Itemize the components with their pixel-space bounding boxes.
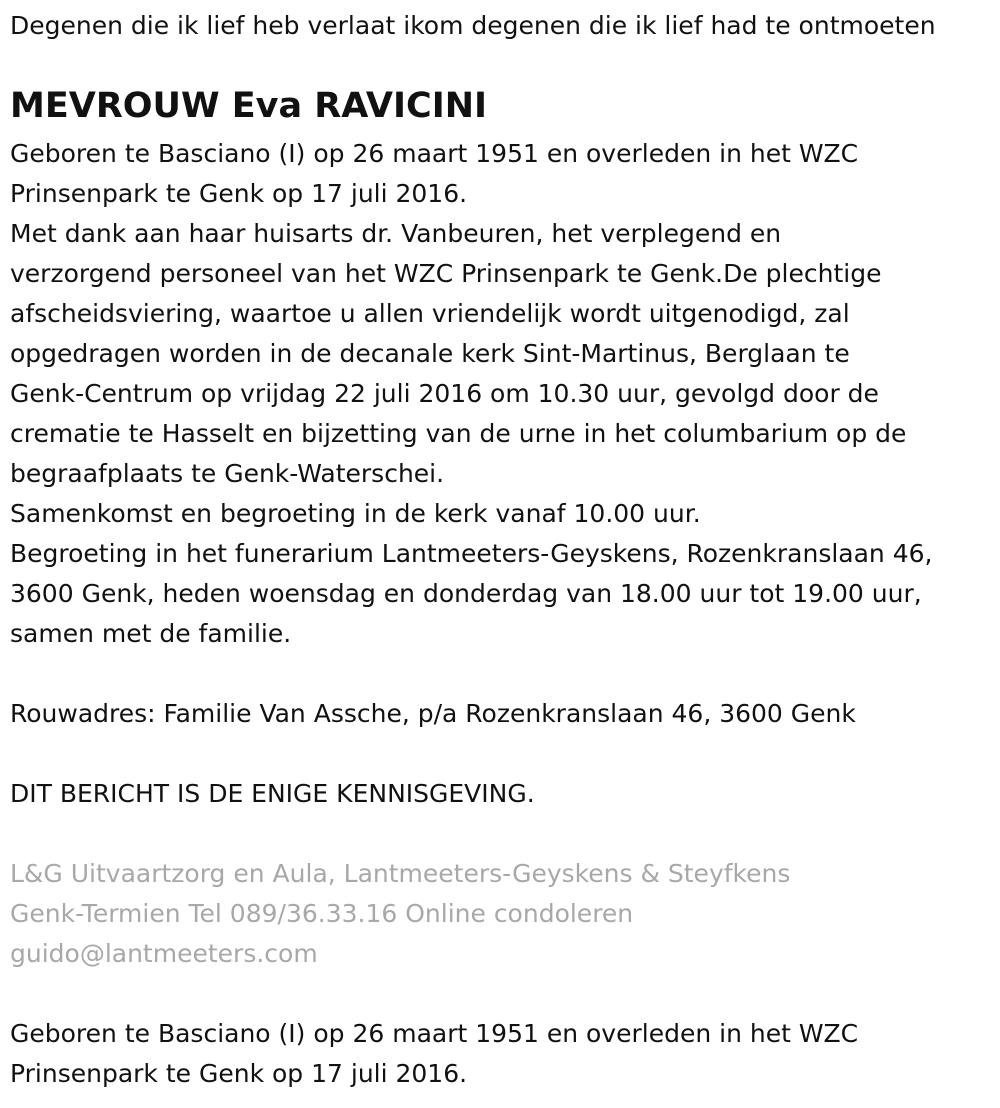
- undertaker-info: [10, 854, 995, 974]
- body-line: Met dank aan haar huisarts dr. Vanbeuren, het verplegend en: [10, 219, 782, 248]
- deceased-name: MEVROUW Eva RAVICINI: [10, 86, 488, 126]
- summary-line: Prinsenpark te Genk op 17 juli 2016.: [10, 1059, 468, 1088]
- body-line: samen met de familie.: [10, 619, 292, 648]
- body-line: Geboren te Basciano (I) op 26 maart 1951 en overleden in het WZC: [10, 139, 859, 168]
- body-line: 3600 Genk, heden woensdag en donderdag van 18.00 uur tot 19.00 uur,: [10, 579, 922, 608]
- undertaker-line: Genk-Termien Tel 089/36.33.16 Online condoleren: [10, 899, 634, 928]
- summary-line: Geboren te Basciano (I) op 26 maart 1951 en overleden in het WZC: [10, 1019, 859, 1048]
- address-line: Rouwadres: Familie Van Assche, p/a Rozenkranslaan 46, 3600 Genk: [10, 699, 856, 728]
- mourning-address: [10, 694, 995, 734]
- body-line: afscheidsviering, waartoe u allen vriendelijk wordt uitgenodigd, zal: [10, 299, 850, 328]
- body-line: verzorgend personeel van het WZC Prinsenpark te Genk.De plechtige: [10, 259, 882, 288]
- undertaker-line: L&G Uitvaartzorg en Aula, Lantmeeters-Geyskens & Steyfkens: [10, 859, 791, 888]
- body-line: crematie te Hasselt en bijzetting van de urne in het columbarium op de: [10, 419, 907, 448]
- motto-text: Degenen die ik lief heb verlaat ikom degenen die ik lief had te ontmoeten: [10, 11, 936, 40]
- body-line: begraafplaats te Genk-Waterschei.: [10, 459, 445, 488]
- undertaker-email: guido@lantmeeters.com: [10, 939, 318, 968]
- notice-statement: [10, 774, 995, 814]
- obituary-body: [10, 134, 995, 654]
- body-line: Prinsenpark te Genk op 17 juli 2016.: [10, 179, 468, 208]
- body-line: opgedragen worden in de decanale kerk Sint-Martinus, Berglaan te: [10, 339, 850, 368]
- notice-line: DIT BERICHT IS DE ENIGE KENNISGEVING.: [10, 779, 535, 808]
- birth-death-summary: [10, 1014, 995, 1094]
- body-line: Genk-Centrum op vrijdag 22 juli 2016 om 10.30 uur, gevolgd door de: [10, 379, 879, 408]
- body-line: Begroeting in het funerarium Lantmeeters-Geyskens, Rozenkranslaan 46,: [10, 539, 933, 568]
- body-line: Samenkomst en begroeting in de kerk vanaf 10.00 uur.: [10, 499, 701, 528]
